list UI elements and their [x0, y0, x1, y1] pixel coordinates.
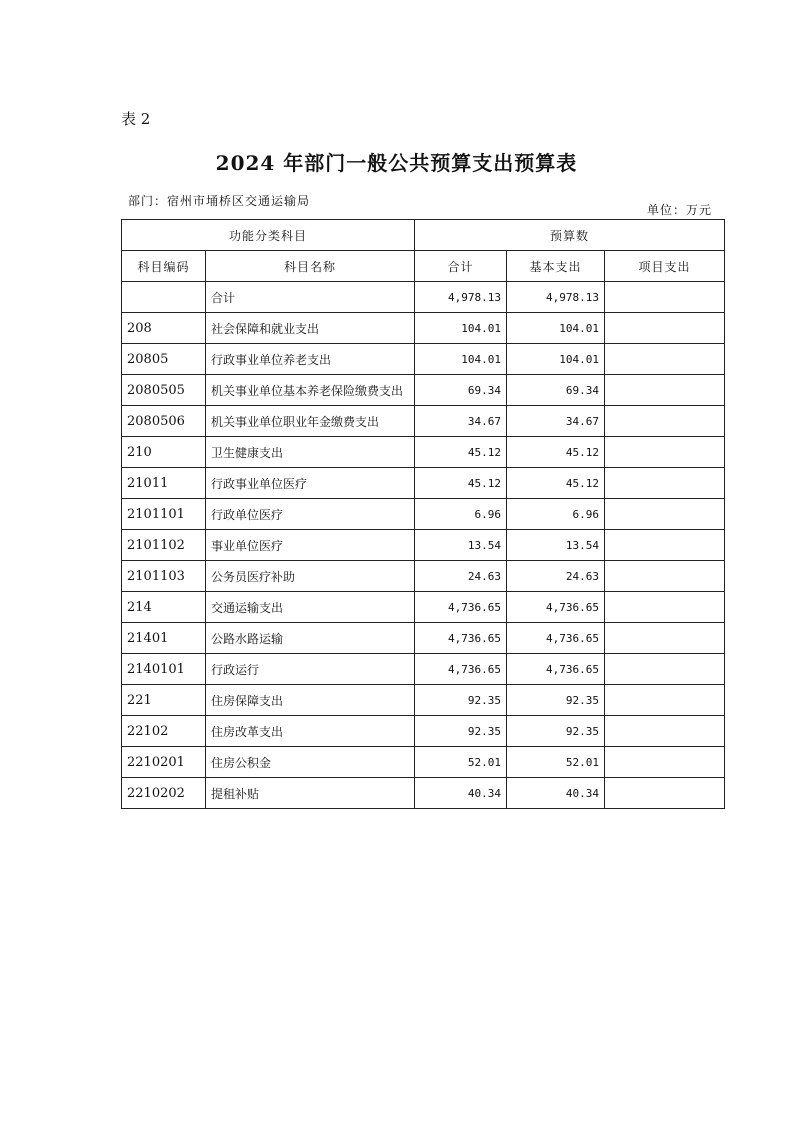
- cell-basic: 40.34: [507, 778, 605, 809]
- cell-code: 21401: [122, 623, 206, 654]
- cell-project: [605, 282, 725, 313]
- cell-total: 104.01: [415, 313, 507, 344]
- cell-code: 20805: [122, 344, 206, 375]
- table-row: [122, 406, 725, 437]
- header-code: 科目编码: [122, 251, 206, 282]
- unit-label: 单位：万元: [646, 203, 712, 217]
- cell-project: [605, 778, 725, 809]
- cell-total: 104.01: [415, 344, 507, 375]
- cell-project: [605, 313, 725, 344]
- cell-project: [605, 375, 725, 406]
- header-total: 合计: [415, 251, 507, 282]
- cell-name: 行政事业单位医疗: [206, 468, 415, 499]
- table-row: [122, 747, 725, 778]
- cell-name: 合计: [206, 282, 415, 313]
- cell-code: 2210202: [122, 778, 206, 809]
- cell-code: 2101101: [122, 499, 206, 530]
- cell-name: 交通运输支出: [206, 592, 415, 623]
- cell-total: 4,736.65: [415, 592, 507, 623]
- table-row: [122, 778, 725, 809]
- table-row: [122, 375, 725, 406]
- header-budget-amount: 预算数: [415, 220, 725, 251]
- cell-total: 45.12: [415, 437, 507, 468]
- header-project: 项目支出: [605, 251, 725, 282]
- cell-project: [605, 437, 725, 468]
- cell-name: 公务员医疗补助: [206, 561, 415, 592]
- cell-basic: 6.96: [507, 499, 605, 530]
- cell-name: 卫生健康支出: [206, 437, 415, 468]
- budget-table: [121, 219, 725, 809]
- cell-code: 21011: [122, 468, 206, 499]
- cell-basic: 4,736.65: [507, 623, 605, 654]
- cell-name: 住房改革支出: [206, 716, 415, 747]
- cell-project: [605, 468, 725, 499]
- cell-total: 13.54: [415, 530, 507, 561]
- cell-project: [605, 747, 725, 778]
- cell-basic: 24.63: [507, 561, 605, 592]
- cell-code: 208: [122, 313, 206, 344]
- cell-name: 提租补贴: [206, 778, 415, 809]
- cell-total: 4,736.65: [415, 623, 507, 654]
- cell-basic: 52.01: [507, 747, 605, 778]
- cell-total: 92.35: [415, 716, 507, 747]
- cell-name: 行政运行: [206, 654, 415, 685]
- cell-code: 214: [122, 592, 206, 623]
- table-row: [122, 499, 725, 530]
- department-label: 部门：宿州市埇桥区交通运输局: [128, 194, 311, 208]
- cell-code: 2080506: [122, 406, 206, 437]
- cell-total: 24.63: [415, 561, 507, 592]
- cell-name: 社会保障和就业支出: [206, 313, 415, 344]
- cell-total: 6.96: [415, 499, 507, 530]
- cell-name: 机关事业单位基本养老保险缴费支出: [206, 375, 415, 406]
- cell-code: 2210201: [122, 747, 206, 778]
- cell-total: 40.34: [415, 778, 507, 809]
- cell-total: 45.12: [415, 468, 507, 499]
- cell-total: 4,978.13: [415, 282, 507, 313]
- cell-project: [605, 685, 725, 716]
- cell-code: 2140101: [122, 654, 206, 685]
- cell-code: [122, 282, 206, 313]
- table-row: [122, 716, 725, 747]
- cell-project: [605, 716, 725, 747]
- cell-name: 住房公积金: [206, 747, 415, 778]
- table-row: [122, 592, 725, 623]
- table-row: [122, 437, 725, 468]
- table-row: [122, 685, 725, 716]
- header-name: 科目名称: [206, 251, 415, 282]
- cell-code: 210: [122, 437, 206, 468]
- cell-code: 221: [122, 685, 206, 716]
- table-column-header-row: [122, 251, 725, 282]
- cell-basic: 104.01: [507, 344, 605, 375]
- cell-code: 2101103: [122, 561, 206, 592]
- cell-basic: 4,736.65: [507, 654, 605, 685]
- cell-total: 52.01: [415, 747, 507, 778]
- cell-project: [605, 623, 725, 654]
- cell-basic: 34.67: [507, 406, 605, 437]
- cell-basic: 92.35: [507, 716, 605, 747]
- cell-project: [605, 406, 725, 437]
- cell-code: 22102: [122, 716, 206, 747]
- cell-project: [605, 499, 725, 530]
- table-row: [122, 344, 725, 375]
- cell-project: [605, 561, 725, 592]
- cell-basic: 92.35: [507, 685, 605, 716]
- cell-project: [605, 592, 725, 623]
- cell-name: 公路水路运输: [206, 623, 415, 654]
- cell-basic: 4,736.65: [507, 592, 605, 623]
- table-row: [122, 313, 725, 344]
- cell-basic: 45.12: [507, 468, 605, 499]
- cell-total: 34.67: [415, 406, 507, 437]
- table-label: 表 2: [121, 110, 151, 128]
- table-group-header-row: [122, 220, 725, 251]
- cell-code: 2080505: [122, 375, 206, 406]
- cell-name: 行政单位医疗: [206, 499, 415, 530]
- cell-name: 机关事业单位职业年金缴费支出: [206, 406, 415, 437]
- cell-basic: 13.54: [507, 530, 605, 561]
- header-basic: 基本支出: [507, 251, 605, 282]
- header-function-classification: 功能分类科目: [122, 220, 415, 251]
- cell-total: 4,736.65: [415, 654, 507, 685]
- cell-project: [605, 654, 725, 685]
- cell-basic: 69.34: [507, 375, 605, 406]
- cell-code: 2101102: [122, 530, 206, 561]
- cell-basic: 104.01: [507, 313, 605, 344]
- cell-basic: 45.12: [507, 437, 605, 468]
- page-title: 2024 年部门一般公共预算支出预算表: [215, 151, 578, 175]
- table-row: [122, 561, 725, 592]
- cell-total: 69.34: [415, 375, 507, 406]
- cell-basic: 4,978.13: [507, 282, 605, 313]
- table-row: [122, 530, 725, 561]
- table-row: [122, 282, 725, 313]
- cell-project: [605, 530, 725, 561]
- cell-name: 行政事业单位养老支出: [206, 344, 415, 375]
- table-row: [122, 654, 725, 685]
- cell-project: [605, 344, 725, 375]
- cell-name: 事业单位医疗: [206, 530, 415, 561]
- table-row: [122, 623, 725, 654]
- cell-name: 住房保障支出: [206, 685, 415, 716]
- cell-total: 92.35: [415, 685, 507, 716]
- table-row: [122, 468, 725, 499]
